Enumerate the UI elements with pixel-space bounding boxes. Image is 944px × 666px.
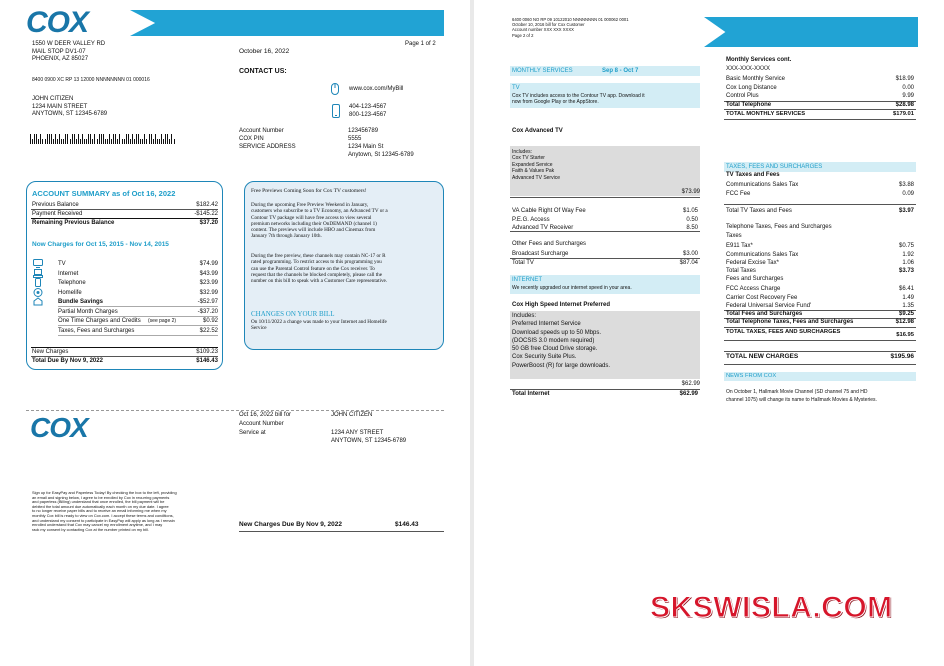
- barcode-bar: [151, 134, 152, 144]
- barcode-bar: [165, 134, 166, 144]
- charge-row: [27, 270, 222, 278]
- account-summary-box: [26, 181, 223, 370]
- news-line: rated programming. To restrict access to this programming you: [251, 259, 382, 266]
- barcode-bar: [51, 134, 52, 144]
- barcode-bar: [40, 134, 41, 144]
- row-value: 8.50: [686, 225, 698, 231]
- page-label: Page 1 of 2: [405, 41, 436, 47]
- new-charges-row: New Charges $109.23: [32, 349, 218, 355]
- news-line: During the free preview, these channels may contain NC-17 or R: [251, 253, 386, 259]
- barcode-bar: [63, 139, 64, 144]
- charge-label: Telephone: [58, 280, 86, 286]
- header-line: Account number XXX XXX XXXX: [512, 27, 574, 33]
- news-line: premium networks including their OnDEMAND (channel 1): [251, 220, 377, 227]
- customer-address: JOHN CITIZEN 1234 MAIN STREET ANYTOWN, ST 12345-6789: [32, 96, 108, 117]
- charge-row: [27, 260, 222, 268]
- charge-value: -$52.97: [197, 299, 218, 305]
- barcode-bar: [146, 139, 147, 144]
- mail-code: 8400 0900 XC RP 13 12000 NNNNNNNN 01 000016: [32, 77, 150, 83]
- news-paragraph-2: [251, 253, 387, 284]
- barcode-bar: [134, 139, 135, 144]
- bill-date: October 16, 2022: [239, 48, 290, 55]
- row-label: Federal Universal Service Fund': [726, 303, 812, 309]
- row-label: FCC Access Charge: [726, 286, 781, 292]
- barcode-bar: [32, 139, 33, 144]
- sender-address: 1550 W DEER VALLEY RD MAIL STOP DV1-07 PHOENIX, AZ 85027: [32, 41, 106, 62]
- web-link[interactable]: www.cox.com/MyBill: [349, 86, 404, 92]
- row-label: Advanced TV Receiver: [512, 225, 574, 231]
- barcode-bar: [97, 139, 98, 144]
- row-value: 0.50: [686, 216, 698, 223]
- internet-label: INTERNET: [512, 277, 542, 283]
- header-band-2: [704, 17, 918, 47]
- charge-row: [27, 289, 222, 297]
- charge-label: Internet: [58, 270, 79, 277]
- barcode-bar: [128, 134, 129, 144]
- include-line: Cox Security Suite Plus.: [512, 354, 577, 361]
- tel-taxes-title: Telephone Taxes, Fees and Surcharges: [726, 224, 832, 230]
- easypay-line: to no longer receive paper bills and to receive an email informing me when my: [32, 508, 167, 514]
- include-line: PowerBoost (R) for large downloads.: [512, 362, 611, 369]
- barcode-bar: [140, 139, 141, 144]
- phone-number-2: 800-123-4567: [349, 112, 387, 118]
- row-value: 0.09: [902, 190, 914, 197]
- row-label: Communications Sales Tax: [726, 182, 799, 188]
- charge-note: (see page 2): [148, 318, 177, 324]
- charge-label: Homelife: [58, 289, 82, 296]
- barcode-bar: [163, 139, 164, 144]
- barcode-bar: [122, 139, 123, 144]
- barcode-bar: [38, 139, 39, 144]
- advanced-tv-subtotal: $73.99: [681, 189, 700, 195]
- barcode-bar: [92, 139, 93, 144]
- row-label: FCC Fee: [726, 190, 751, 197]
- charge-row: [27, 308, 222, 316]
- charge-value: $32.99: [199, 289, 218, 296]
- tear-line: [26, 410, 444, 411]
- easypay-terms: [32, 491, 177, 532]
- internet-title: Cox High Speed Internet Preferred: [512, 302, 611, 308]
- barcode-bar: [136, 134, 137, 144]
- barcode-bar: [65, 134, 66, 144]
- row-value: 1.49: [902, 294, 914, 301]
- news-line: On 10/11/2022 a change was made to your Internet and Homelife: [251, 319, 387, 325]
- barcode-bar: [171, 134, 172, 144]
- header-line: October 10, 2016 bill for Cox Customer: [512, 22, 585, 28]
- row-value: $0.75: [898, 243, 914, 249]
- row-label: Control Plus: [726, 93, 759, 99]
- row-value: 1.92: [902, 251, 914, 258]
- include-line: Preferred Internet Service: [512, 321, 581, 328]
- phone-number: XXX-XXX-XXXX: [726, 66, 771, 72]
- advanced-tv-title: Cox Advanced TV: [512, 128, 563, 134]
- easypay-line: Sign up for EasyPay and Paperless Today! By checking the box to the left, providing: [32, 490, 177, 495]
- charge-label: TV: [58, 261, 66, 267]
- charge-row: [27, 298, 222, 306]
- row-value: 9.99: [902, 93, 914, 99]
- barcode-bar: [30, 134, 31, 144]
- barcode-bar: [144, 134, 145, 144]
- barcode-bar: [105, 139, 106, 144]
- row-label: P.E.G. Access: [512, 216, 550, 223]
- news-paragraph-1: [251, 202, 388, 240]
- easypay-line: rack my consent by contacting Cox at the number printed on my bill.: [32, 526, 149, 532]
- charge-row: [27, 327, 222, 335]
- barcode-bar: [42, 139, 43, 144]
- postal-barcode: [30, 134, 176, 144]
- barcode-bar: [115, 134, 116, 144]
- charge-value: $23.99: [199, 280, 218, 286]
- row-value: 1.35: [902, 303, 914, 309]
- barcode-bar: [117, 139, 118, 144]
- row-label: Federal Excise Tax*: [726, 260, 779, 266]
- charge-label: Partial Month Charges: [58, 308, 118, 315]
- stub-account-label: Account Number: [239, 421, 284, 427]
- news-line: can use the Parental Control feature on the Cox receiver. To: [251, 265, 375, 272]
- barcode-bar: [57, 139, 58, 144]
- easypay-line: enrolled understand that Cox may cancel my enrollment anytime, and I may: [32, 522, 163, 528]
- bill-page-1: [0, 0, 470, 666]
- barcode-bar: [169, 139, 170, 144]
- easypay-line: an email and signing below, I agree to be enrolled by Cox in recurring payments: [32, 494, 170, 500]
- internet-subtotal: $62.99: [681, 381, 700, 387]
- include-line: Advanced TV Service: [512, 174, 560, 181]
- include-line: (DOCSIS 3.0 modem required): [512, 337, 595, 344]
- bill-page-2: 6400 0060 NO RP 09 10122010 NNNNNNNN 01 000062 0001 October 10, 2016 bill for Cox Customer Account number XXX XXX XXXX Page 2 of 2 MONTHLY SERVICES Sep 8 - Oct 7 TV Cox TV includes access to the Contour TV app. Download it now from Google Play or the AppStore. Cox Advanced TV Includes: Cox TV Starter Expanded Service Faith & Values Pak Advanced TV Service $73.99 VA Cable Right Of Way Fee $1.05 P.E.G. Access 0.50 Advanced TV Receiver 8.50 Other Fees and Surcharges Broadcast Surcharge $3.00 Total TV $87.04 INTERNET We recently upgraded our internet speed in your area. Cox High Speed Internet Preferred Includes: Preferred Internet Service Download speeds up to 50 Mbps. (DOCSIS 3.0 modem required) 50 GB free Cloud Drive storage. Cox Security Suite Plus. PowerBoost (R) for large downloads. $62.99 Total Internet $62.99 Monthly Services cont. XXX-XXX-XXXX Basic Monthly Service $18.99 Cox Long Distance 0.00 Control Plus 9.99 Total Telephone $28.98 TOTAL MONTHLY SERVICES $179.01 TAXES, FEES AND SURCHARGES TV Taxes and Fees Communications Sales Tax $3.88 FCC Fee 0.09 Total TV Taxes and Fees $3.97 Telephone Taxes, Fees and Surcharges Taxes E911 Tax* $0.75 Communications Sales Tax 1.92 Federal Excise Tax* 1.06 Total Taxes $3.73 Fees and Surcharges FCC Access Charge $6.41 Carrier Cost Recovery Fee 1.49 Federal Universal Service Fund' 1.35 Total Fees and Surcharges $9.25 Total Telephone Taxes, Fees and Surcharges $12.98 TOTAL TAXES, FEES AND SURCHARGES $16.95 TOTAL NEW CHARGES $195.96 NEWS FROM COX On October 1, Hallmark Movie Channel (SD channel 75 and HD channel 1075) will change its name to Hallmark Movies & Mysteries. SKSWISLA.COM: [474, 0, 944, 666]
- barcode-bar: [132, 134, 133, 144]
- contact-title: CONTACT US:: [239, 68, 287, 75]
- include-line: Faith & Values Pak: [512, 168, 555, 175]
- news-title: Free Previews Coming Soon for Cox TV customers!: [251, 188, 367, 194]
- stub-address: 1234 ANY STREET ANYTOWN, ST 12345-6789: [331, 430, 407, 444]
- row-value: $3.88: [898, 182, 914, 188]
- easypay-line: and understand my consent to participate in EasyPay will apply as long as I remain: [32, 517, 175, 523]
- row-label: Communications Sales Tax: [726, 251, 799, 258]
- include-line: 50 GB free Cloud Drive storage.: [512, 346, 598, 353]
- phone-number-1: 404-123-4567: [349, 104, 387, 110]
- phone-icon: [332, 104, 340, 118]
- summary-title: ACCOUNT SUMMARY as of Oct 16, 2022: [32, 189, 176, 198]
- news-line: content. The previews will include HBO and Cinemax from: [251, 227, 376, 234]
- charge-value: -$37.20: [197, 308, 218, 315]
- barcode-bar: [130, 139, 131, 144]
- barcode-bar: [70, 139, 71, 144]
- barcode-bar: [67, 134, 68, 144]
- barcode-bar: [142, 139, 143, 144]
- barcode-bar: [53, 139, 54, 144]
- barcode-bar: [55, 134, 56, 144]
- tv-desc: Cox TV includes access to the Contour TV app. Download it now from Google Play or the AppStore.: [512, 93, 645, 105]
- barcode-bar: [119, 134, 120, 144]
- barcode-bar: [94, 134, 95, 144]
- news-from-cox-label: NEWS FROM COX: [726, 373, 777, 379]
- remaining-balance-row: Remaining Previous Balance $37.20: [32, 220, 218, 226]
- barcode-bar: [45, 139, 46, 144]
- row-label: Carrier Cost Recovery Fee: [726, 294, 798, 301]
- barcode-bar: [47, 134, 48, 144]
- monthly-period: Sep 8 - Oct 7: [602, 68, 639, 74]
- stub-name: JOHN CITIZEN: [331, 412, 373, 418]
- internet-desc: We recently upgraded our internet speed in your area.: [512, 285, 632, 291]
- divider: [58, 335, 218, 336]
- charge-label: One Time Charges and Credits: [58, 318, 141, 324]
- row-value: $18.99: [895, 76, 914, 82]
- row-value: $6.41: [898, 286, 914, 292]
- barcode-bar: [78, 134, 79, 144]
- total-due-row: Total Due By Nov 9, 2022 $146.43: [32, 358, 218, 364]
- charge-value: $22.52: [199, 327, 218, 334]
- advanced-tv-includes: [512, 149, 560, 181]
- barcode-bar: [59, 134, 60, 144]
- barcode-bar: [149, 134, 150, 144]
- charge-label: Taxes, Fees and Surcharges: [58, 327, 135, 334]
- stub-due-label: New Charges Due By Nov 9, 2022: [239, 521, 342, 528]
- barcode-bar: [82, 134, 83, 144]
- watermark: SKSWISLA.COM: [650, 591, 893, 624]
- news-line: request that the channels be blocked completely, please call the: [251, 271, 383, 278]
- easypay-line: monthly Cox bill is ready to view on Cox.com. I accept these terms and conditions,: [32, 512, 174, 518]
- header-band: [130, 10, 444, 36]
- include-line: Download speeds up to 50 Mbps.: [512, 329, 602, 336]
- news-line: number on this bill to speak with a Customer Care representative.: [251, 278, 388, 285]
- news-from-cox-text: On October 1, Hallmark Movie Channel (SD channel 75 and HD channel 1075) will change its name to Hallmark Movies & Mysteries.: [726, 389, 877, 403]
- barcode-bar: [109, 134, 110, 144]
- barcode-bar: [167, 134, 168, 144]
- barcode-bar: [111, 139, 112, 144]
- account-info: Account Number 123456789 COX PIN 5555 SERVICE ADDRESS 1234 Main St Anytown, St 12345-6789: [239, 128, 414, 158]
- taxes-subtitle: Taxes: [726, 233, 742, 239]
- news-box: [244, 181, 444, 350]
- changes-title: CHANGES ON YOUR BILL: [251, 310, 335, 318]
- barcode-bar: [61, 139, 62, 144]
- taxes-label: TAXES, FEES AND SURCHARGES: [726, 164, 823, 170]
- tv-label: TV: [512, 85, 520, 91]
- charge-row: [27, 317, 222, 325]
- barcode-bar: [74, 134, 75, 144]
- barcode-bar: [126, 134, 127, 144]
- new-charges-title: Now Charges for Oct 15, 2015 - Nov 14, 2015: [32, 241, 169, 248]
- barcode-bar: [84, 139, 85, 144]
- barcode-bar: [124, 139, 125, 144]
- stub-service-label: Service at: [239, 430, 266, 436]
- header-line: 6400 0060 NO RP 09 10122010 NNNNNNNN 01 000062 0001: [512, 17, 629, 22]
- row-label: VA Cable Right Of Way Fee: [512, 208, 586, 214]
- news-line: Contour TV package will have free access to view several: [251, 214, 372, 221]
- barcode-bar: [90, 134, 91, 144]
- internet-includes: [512, 312, 610, 370]
- barcode-bar: [76, 139, 77, 144]
- header-line: Page 2 of 2: [512, 32, 534, 38]
- include-line: Includes:: [512, 149, 533, 155]
- barcode-bar: [101, 134, 102, 144]
- news-line: January 7th through January 10th.: [251, 233, 322, 240]
- tv-taxes-title: TV Taxes and Fees: [726, 172, 780, 178]
- row-label: Basic Monthly Service: [726, 76, 786, 82]
- barcode-bar: [138, 134, 139, 144]
- stub-bill-for: Oct 16, 2022 bill for: [239, 412, 292, 418]
- charge-value: $43.99: [199, 270, 218, 277]
- barcode-bar: [155, 134, 156, 144]
- barcode-bar: [107, 139, 108, 144]
- barcode-bar: [159, 139, 160, 144]
- stub-due-value: $146.43: [395, 521, 419, 528]
- barcode-bar: [88, 134, 89, 144]
- row-value: 0.00: [902, 84, 914, 91]
- easypay-line: and paperless (Billing) understand that once enrolled, the bill payment will be: [32, 499, 165, 505]
- barcode-bar: [72, 134, 73, 144]
- easypay-line: debited the total amount due automatically each month on my due date. I agree: [32, 503, 169, 509]
- charge-value: $74.99: [199, 261, 218, 267]
- charge-value: $0.92: [202, 318, 218, 324]
- barcode-bar: [36, 134, 37, 144]
- include-line: Includes:: [512, 313, 537, 319]
- fees-subtitle: Fees and Surcharges: [726, 276, 784, 282]
- payment-received-row: Payment Received -$145.22: [32, 211, 218, 217]
- barcode-bar: [80, 139, 81, 144]
- barcode-bar: [99, 134, 100, 144]
- monthly-services-label: MONTHLY SERVICES: [512, 68, 573, 74]
- cox-logo: COX: [26, 6, 89, 39]
- include-line: Cox TV Starter: [512, 155, 545, 162]
- monthly-cont-title: Monthly Services cont.: [726, 57, 792, 63]
- barcode-bar: [153, 139, 154, 144]
- page2-header: [512, 17, 629, 38]
- previous-balance-row: Previous Balance $182.42: [32, 202, 218, 208]
- row-value: $1.05: [682, 208, 698, 214]
- barcode-bar: [34, 134, 35, 144]
- barcode-bar: [86, 139, 87, 144]
- news-line: Service: [251, 325, 267, 332]
- include-line: Expanded Service: [512, 161, 553, 168]
- row-value: 1.06: [902, 260, 914, 266]
- row-label: E911 Tax*: [726, 243, 753, 249]
- mouse-icon: [331, 83, 339, 95]
- changes-text: [251, 319, 387, 332]
- other-fees-title: Other Fees and Surcharges: [512, 241, 587, 247]
- row-label: Cox Long Distance: [726, 84, 777, 91]
- news-line: During the upcoming Free Preview Weekend in January,: [251, 202, 369, 208]
- barcode-bar: [174, 139, 175, 144]
- barcode-bar: [113, 134, 114, 144]
- news-line: customers who subscribe to a TV Economy, an Advanced TV or a: [251, 208, 388, 215]
- barcode-bar: [49, 134, 50, 144]
- cox-logo-stub: COX: [30, 412, 88, 443]
- barcode-bar: [157, 139, 158, 144]
- barcode-bar: [161, 134, 162, 144]
- charge-row: [27, 279, 222, 287]
- charge-label: Bundle Savings: [58, 299, 104, 305]
- barcode-bar: [103, 134, 104, 144]
